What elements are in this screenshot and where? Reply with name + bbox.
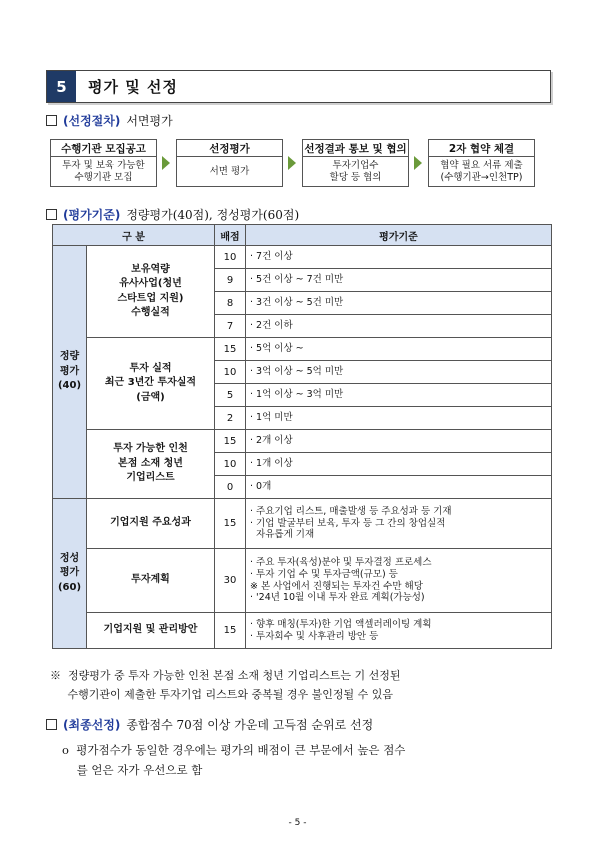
table-row: [53, 549, 552, 613]
final-selection-line: [46, 716, 373, 733]
flow-step-title: 선정결과 통보 및 협의: [303, 140, 408, 157]
criteria-cell: · 2건 이하: [246, 315, 552, 338]
item-name: 보유역량 유사사업(청년 스타트업 지원) 수행실적: [87, 246, 215, 338]
criteria-cell: · 1억 미만: [246, 407, 552, 430]
flow-step-body: 협약 필요 서류 제출 (수행기관→인천TP): [440, 160, 523, 183]
criteria-cell: · 0개: [246, 476, 552, 499]
header-score: 배점: [215, 225, 246, 246]
checkbox-icon: [46, 719, 57, 730]
score-cell: 2: [215, 407, 246, 430]
score-cell: 7: [215, 315, 246, 338]
criteria-cell: · 1억 이상 ~ 3억 미만: [246, 384, 552, 407]
qual-category: 정성 평가 (60): [53, 499, 87, 649]
criteria-heading: [46, 206, 299, 223]
flow-step: [50, 139, 157, 187]
flow-step: [302, 139, 409, 187]
item-name: 투자 실적 최근 3년간 투자실적 (금액): [87, 338, 215, 430]
score-cell: 5: [215, 384, 246, 407]
criteria-cell: · 1개 이상: [246, 453, 552, 476]
score-cell: 15: [215, 430, 246, 453]
selection-flow: [50, 139, 555, 189]
final-text: 종합점수 70점 이상 가운데 고득점 순위로 선정: [126, 718, 374, 732]
item-name: 투자계획: [87, 549, 215, 613]
arrow-right-icon: [414, 156, 422, 170]
table-row: [53, 430, 552, 453]
section-title: 평가 및 선정: [88, 78, 178, 96]
criteria-cell: · 향후 매칭(투자)한 기업 액셀러레이팅 계획 · 투자회수 및 사후관리 방안 등: [246, 613, 552, 649]
section-header: [46, 70, 551, 103]
score-cell: 10: [215, 453, 246, 476]
flow-step-body: 투자기업수 할당 등 협의: [329, 160, 382, 183]
criteria-cell: · 주요기업 리스트, 매출발생 등 주요성과 등 기재 · 기업 발굴부터 보육, 투자 등 그 간의 창업실적 자유롭게 기재: [246, 499, 552, 549]
arrow-right-icon: [288, 156, 296, 170]
flow-step-body: 서면 평가: [209, 166, 250, 178]
final-bullet: o 평가점수가 동일한 경우에는 평가의 배점이 큰 부문에서 높은 점수 를 얻은 자가 우선으로 함: [62, 743, 406, 778]
table-row: [53, 338, 552, 361]
criteria-cell: · 5억 이상 ~: [246, 338, 552, 361]
score-cell: 15: [215, 613, 246, 649]
procedure-line: [46, 112, 173, 129]
flow-step: [428, 139, 535, 187]
arrow-right-icon: [162, 156, 170, 170]
procedure-tag: (선정절차): [63, 114, 121, 128]
checkbox-icon: [46, 115, 57, 126]
page-number: - 5 -: [288, 818, 307, 828]
flow-step-title: 수행기관 모집공고: [51, 140, 156, 157]
procedure-text: 서면평가: [126, 114, 173, 128]
flow-step-body: 투자 및 보육 가능한 수행기관 모집: [62, 160, 145, 183]
section-number: 5: [47, 71, 76, 102]
criteria-tag: (평가기준): [63, 208, 121, 222]
header-criteria: 평가기준: [246, 225, 552, 246]
score-cell: 15: [215, 338, 246, 361]
criteria-cell: · 5건 이상 ~ 7건 미만: [246, 269, 552, 292]
item-name: 기업지원 주요성과: [87, 499, 215, 549]
score-cell: 30: [215, 549, 246, 613]
table-row: [53, 613, 552, 649]
evaluation-table: [52, 224, 552, 649]
item-name: 투자 가능한 인천 본점 소재 청년 기업리스트: [87, 430, 215, 499]
criteria-cell: · 주요 투자(육성)분야 및 투자결정 프로세스 · 투자 기업 수 및 투자금액(규모) 등 ※ 본 사업에서 진행되는 투자건 수만 해당 · '24년 10월 이내 투자 완료 계획(가능성): [246, 549, 552, 613]
table-header-row: [53, 225, 552, 246]
table-row: [53, 246, 552, 269]
criteria-cell: · 7건 이상: [246, 246, 552, 269]
flow-step-title: 선정평가: [177, 140, 282, 157]
criteria-cell: · 3건 이상 ~ 5건 미만: [246, 292, 552, 315]
flow-step-title: 2자 협약 체결: [429, 140, 534, 157]
score-cell: 0: [215, 476, 246, 499]
flow-step: [176, 139, 283, 187]
score-cell: 10: [215, 246, 246, 269]
header-category: 구 분: [53, 225, 215, 246]
score-cell: 8: [215, 292, 246, 315]
checkbox-icon: [46, 209, 57, 220]
table-row: [53, 499, 552, 549]
criteria-cell: · 3억 이상 ~ 5억 미만: [246, 361, 552, 384]
final-tag: (최종선정): [63, 718, 121, 732]
score-cell: 15: [215, 499, 246, 549]
criteria-text: 정량평가(40점), 정성평가(60점): [126, 208, 300, 222]
score-cell: 9: [215, 269, 246, 292]
score-cell: 10: [215, 361, 246, 384]
quant-category: 정량 평가 (40): [53, 246, 87, 499]
criteria-cell: · 2개 이상: [246, 430, 552, 453]
footnote: ※ 정량평가 중 투자 가능한 인천 본점 소재 청년 기업리스트는 기 선정된 수행기관이 제출한 투자기업 리스트와 중복될 경우 불인정될 수 있음: [50, 669, 401, 701]
item-name: 기업지원 및 관리방안: [87, 613, 215, 649]
